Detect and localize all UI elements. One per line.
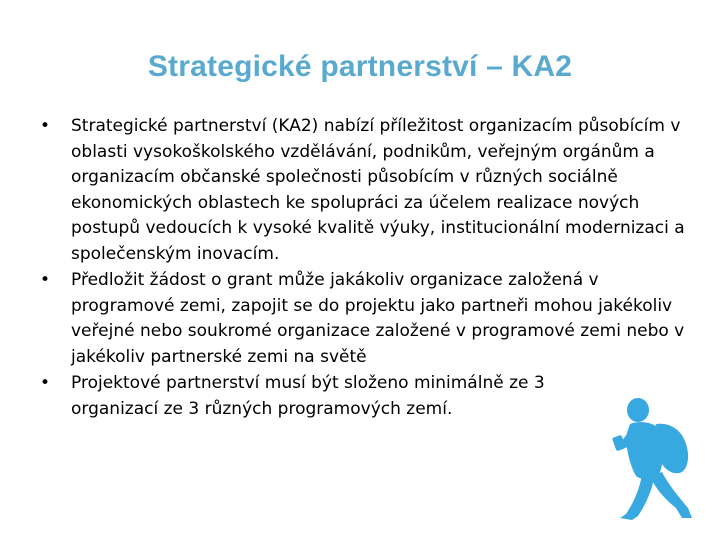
bullet-item	[30, 114, 695, 267]
bullet-marker: •	[40, 116, 51, 136]
bullet-item	[30, 371, 695, 422]
bullet-text: Předložit žádost o grant může jakákoliv organizace založená v programové zemi, zapojit se do projektu jako partneři mohou jakékoliv veřejné nebo soukromé organizace založené v programové zemi nebo v jakékoliv partnerské zemi na světě	[71, 270, 685, 367]
bullet-marker: •	[40, 373, 51, 393]
bullet-item	[30, 268, 695, 370]
bullet-text: Projektové partnerství musí být složeno minimálně ze 3 organizací ze 3 různých programových zemí.	[71, 373, 545, 419]
walking-person-icon	[604, 396, 712, 526]
bullet-list	[30, 114, 695, 423]
bullet-text: Strategické partnerství (KA2) nabízí příležitost organizacím působícím v oblasti vysokoškolského vzdělávání, podnikům, veřejným orgánům a organizacím občanské společnosti působícím v různých sociálně ekonomických oblastech ke spolupráci za účelem realizace nových postupů vedoucích k vysoké kvalitě výuky, institucionální modernizaci a společenským inovacím.	[71, 116, 685, 264]
bullet-marker: •	[40, 270, 51, 290]
slide-title: Strategické partnerství – KA2	[147, 50, 573, 83]
